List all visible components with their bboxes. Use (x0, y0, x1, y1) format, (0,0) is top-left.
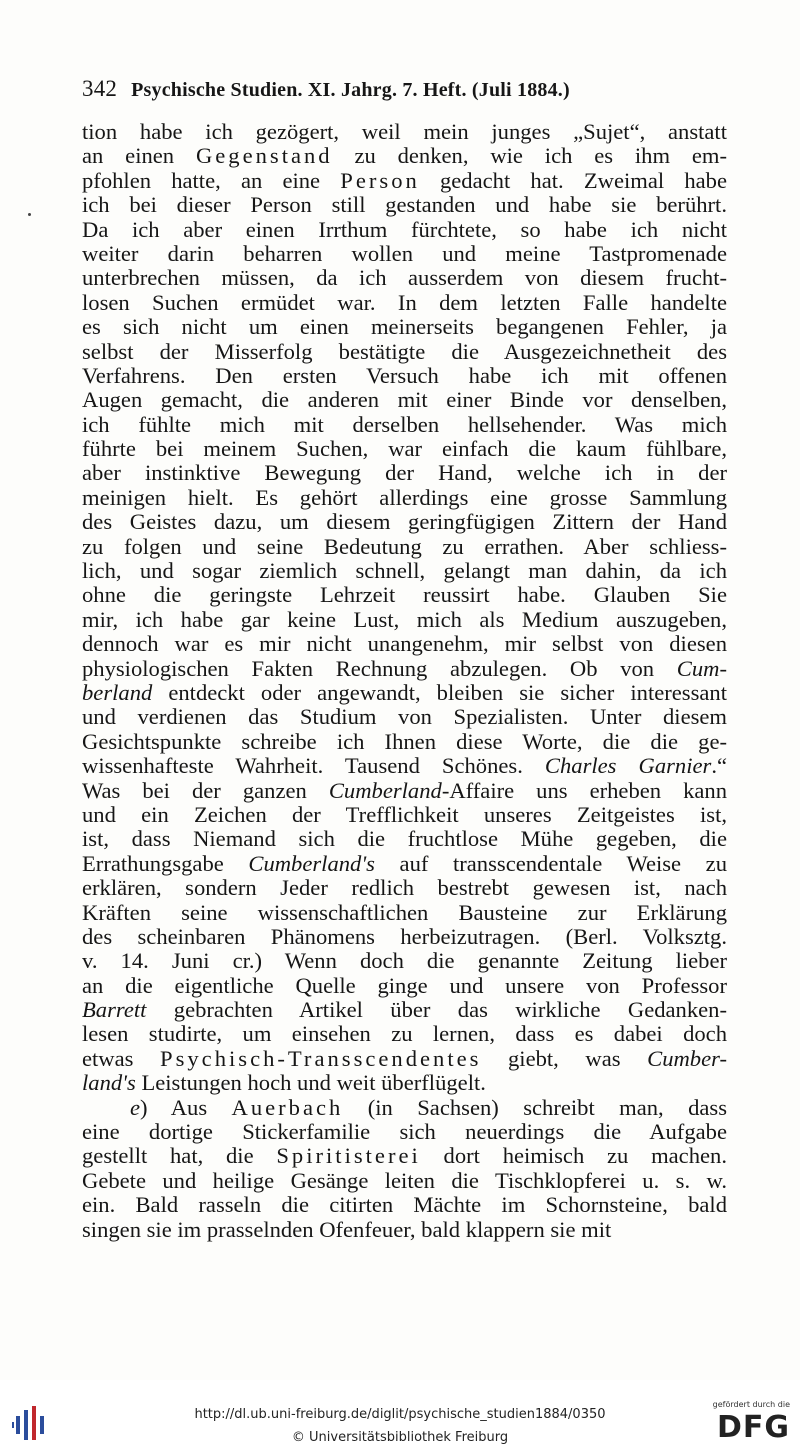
spaced-emphasis: Spiritisterei (276, 1143, 421, 1169)
text-line: an einen Gegenstand zu denken, wie ich es ihm em- (82, 143, 727, 169)
text-line: Kräften seine wissenschaftlichen Bausteine zur Erklärung (82, 899, 727, 925)
italic-text: Cumberland (328, 777, 442, 803)
text-line: des scheinbaren Phänomens herbeizutragen. (Berl. Volksztg. (82, 923, 727, 949)
text-line: führte bei meinem Suchen, war einfach die kaum fühlbare, (82, 436, 727, 462)
text-line: ist, dass Niemand sich die fruchtlose Mühe gegeben, die (82, 826, 727, 852)
text-line: Gesichtspunkte schreibe ich Ihnen diese Worte, die die ge- (82, 728, 727, 754)
dfg-logo[interactable]: DFG (716, 1410, 790, 1445)
text-line: losen Suchen ermüdet war. In dem letzten Falle handelte (82, 289, 727, 315)
permalink-url[interactable]: http://dl.ub.uni-freiburg.de/diglit/psychische_studien1884/0350 (194, 1407, 606, 1422)
text-line: ich bei dieser Person still gestanden und habe sie berührt. (82, 192, 727, 218)
stray-ink-dot (28, 213, 31, 216)
italic-text: Charles Garnier (544, 753, 712, 779)
italic-text: Cum- (676, 655, 727, 681)
text-line: es sich nicht um einen meinerseits begangenen Fehler, ja (82, 314, 727, 340)
page-number: 342 (82, 76, 118, 101)
viewer-footer (0, 1380, 800, 1451)
italic-text: berland (82, 679, 153, 705)
italic-text: land's (82, 1070, 136, 1096)
spaced-emphasis: Psychisch-Transscendentes (160, 1045, 482, 1071)
text-line: dennoch war es mir nicht unangenehm, mir selbst von diesen (82, 631, 727, 657)
text-line: Was bei der ganzen Cumberland-Affaire uns erheben kann (82, 777, 728, 803)
text-line: e) Aus Auerbach (in Sachsen) schreibt man, dass (130, 1094, 727, 1120)
text-line: Barrett gebrachten Artikel über das wirkliche Gedanken- (82, 997, 727, 1023)
italic-text: Cumberland's (248, 850, 375, 876)
italic-text: Barrett (82, 997, 147, 1023)
text-line: Verfahrens. Den ersten Versuch habe ich mit offenen (82, 362, 727, 388)
text-line: Augen gemacht, die anderen mit einer Binde vor denselben, (82, 387, 727, 413)
text-line: tion habe ich gezögert, weil mein junges „Sujet“, anstatt (82, 119, 727, 144)
text-line: eine dortige Stickerfamilie sich neuerdings die Aufgabe (82, 1119, 727, 1145)
body-text (82, 120, 727, 1242)
italic-text: e (130, 1094, 141, 1120)
text-line: Da ich aber einen Irrthum fürchtete, so habe ich nicht (82, 216, 727, 242)
dfg-funding-note: gefördert durch die (712, 1400, 790, 1409)
text-line: und verdienen das Studium von Spezialisten. Unter diesem (82, 704, 727, 730)
text-line: selbst der Misserfolg bestätigte die Ausgezeichnetheit des (82, 338, 727, 364)
spaced-emphasis: Auerbach (231, 1094, 344, 1120)
text-line: an die eigentliche Quelle ginge und unsere von Professor (82, 972, 727, 998)
text-line: physiologischen Fakten Rechnung abzulegen. Ob von Cum- (82, 655, 727, 681)
text-line: gestellt hat, die Spiritisterei dort heimisch zu machen. (82, 1143, 727, 1169)
text-line: v. 14. Juni cr.) Wenn doch die genannte Zeitung lieber (82, 948, 727, 974)
text-line: etwas Psychisch-Transscendentes giebt, was Cumber- (82, 1045, 727, 1071)
text-line: lich, und sogar ziemlich schnell, gelangt man dahin, da ich (82, 558, 727, 584)
text-line: und ein Zeichen der Trefflichkeit unseres Zeitgeistes ist, (82, 801, 727, 827)
running-head-title: Psychische Studien. XI. Jahrg. 7. Heft. (Juli 1884.) (131, 79, 570, 101)
text-line: ein. Bald rasseln die citirten Mächte im Schornsteine, bald (82, 1192, 727, 1218)
copyright-notice: © Universitätsbibliothek Freiburg (291, 1430, 509, 1445)
text-line: land's Leistungen hoch und weit überflügelt. (82, 1070, 486, 1096)
running-head (82, 76, 682, 102)
text-line: berland entdeckt oder angewandt, bleiben sie sicher interessant (82, 679, 727, 705)
text-line: wissenhafteste Wahrheit. Tausend Schönes. Charles Garnier.“ (82, 753, 727, 779)
text-line: lesen studirte, um einsehen zu lernen, dass es dabei doch (82, 1021, 727, 1047)
text-line: unterbrechen müssen, da ich ausserdem von diesem frucht- (82, 265, 727, 291)
text-line: singen sie im prasselnden Ofenfeuer, bald klappern sie mit (82, 1216, 612, 1242)
italic-text: Cumber- (647, 1045, 727, 1071)
text-line: weiter darin beharren wollen und meine Tastpromenade (82, 240, 727, 266)
text-line: aber instinktive Bewegung der Hand, welche ich in der (82, 460, 727, 486)
text-line: des Geistes dazu, um diesem geringfügigen Zittern der Hand (82, 509, 727, 535)
text-line: mir, ich habe gar keine Lust, mich als Medium auszugeben, (82, 606, 727, 632)
text-line: Gebete und heilige Gesänge leiten die Tischklopferei u. s. w. (82, 1167, 727, 1193)
spaced-emphasis: Gegenstand (195, 143, 333, 169)
text-line: zu folgen und seine Bedeutung zu errathen. Aber schliess- (82, 533, 727, 559)
spaced-emphasis: Person (340, 167, 420, 193)
text-line: ohne die geringste Lehrzeit reussirt habe. Glauben Sie (82, 582, 727, 608)
text-line: meinigen hielt. Es gehört allerdings eine grosse Sammlung (82, 484, 727, 510)
text-line: erklären, sondern Jeder redlich bestrebt gewesen ist, nach (82, 875, 727, 901)
text-line: ich fühlte mich mit derselben hellsehender. Was mich (82, 411, 727, 437)
text-line: pfohlen hatte, an eine Person gedacht hat. Zweimal habe (82, 167, 727, 193)
text-line: Errathungsgabe Cumberland's auf transscendentale Weise zu (82, 850, 727, 876)
